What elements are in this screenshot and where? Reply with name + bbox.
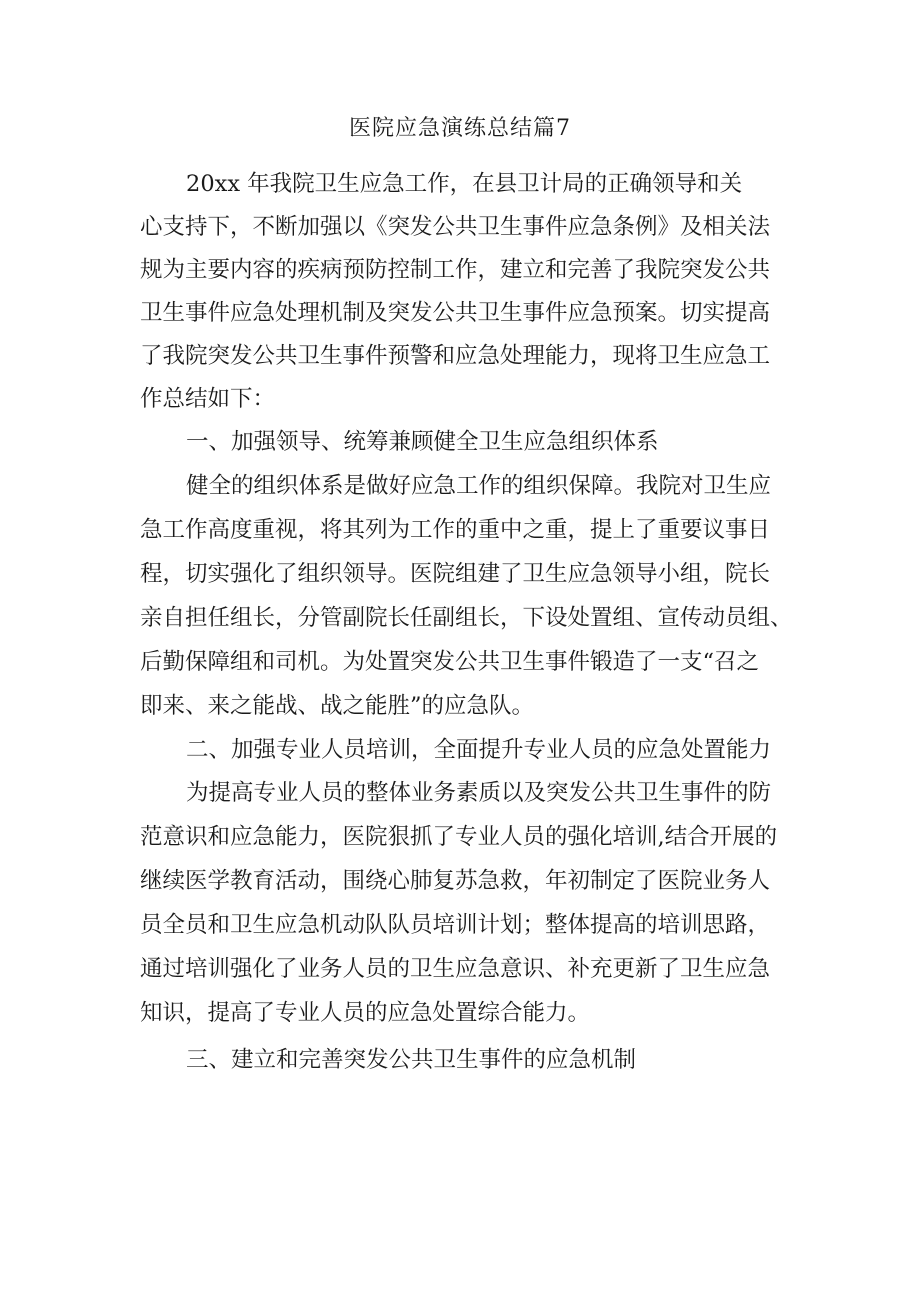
paragraph-2-line-4: 亲自担任组长，分管副院长任副组长，下设处置组、宣传动员组、 bbox=[140, 605, 793, 631]
paragraph-1-line-2: 心支持下，不断加强以《突发公共卫生事件应急条例》及相关法 bbox=[140, 214, 771, 240]
paragraph-3-line-5: 通过培训强化了业务人员的卫生应急意识、补充更新了卫生应急 bbox=[140, 956, 771, 982]
paragraph-2-line-5: 后勤保障组和司机。为处置突发公共卫生事件锻造了一支“召之 bbox=[140, 649, 760, 675]
paragraph-2-line-6: 即来、来之能战、战之能胜”的应急队。 bbox=[140, 693, 535, 719]
paragraph-3-line-3: 继续医学教育活动，围绕心肺复苏急救，年初制定了医院业务人 bbox=[140, 868, 771, 894]
paragraph-1-line-6: 作总结如下： bbox=[140, 386, 276, 412]
paragraph-3-line-6: 知识，提高了专业人员的应急处置综合能力。 bbox=[140, 1000, 591, 1026]
paragraph-2-line-2: 急工作高度重视，将其列为工作的重中之重，提上了重要议事日 bbox=[140, 517, 771, 543]
paragraph-1-line-4: 卫生事件应急处理机制及突发公共卫生事件应急预案。切实提高 bbox=[140, 300, 771, 326]
paragraph-2-line-1: 健全的组织体系是做好应急工作的组织保障。我院对卫生应 bbox=[186, 473, 772, 499]
paragraph-1-line-5: 了我院突发公共卫生事件预警和应急处理能力，现将卫生应急工 bbox=[140, 343, 771, 369]
paragraph-3-line-4: 员全员和卫生应急机动队队员培训计划；整体提高的培训思路， bbox=[140, 912, 771, 938]
section-heading-1: 一、加强领导、统筹兼顾健全卫生应急组织体系 bbox=[186, 429, 659, 455]
section-heading-2: 二、加强专业人员培训，全面提升专业人员的应急处置能力 bbox=[186, 737, 772, 763]
paragraph-3-line-2: 范意识和应急能力，医院狠抓了专业人员的强化培训,结合开展的 bbox=[140, 824, 778, 850]
section-heading-3: 三、建立和完善突发公共卫生事件的应急机制 bbox=[186, 1047, 637, 1073]
document-title: 医院应急演练总结篇7 bbox=[349, 116, 571, 141]
paragraph-1-line-1: 20xx 年我院卫生应急工作，在县卫计局的正确领导和关 bbox=[186, 171, 743, 197]
paragraph-2-line-3: 程，切实强化了组织领导。医院组建了卫生应急领导小组，院长 bbox=[140, 561, 771, 587]
paragraph-3-line-1: 为提高专业人员的整体业务素质以及突发公共卫生事件的防 bbox=[186, 780, 772, 806]
paragraph-1-line-3: 规为主要内容的疾病预防控制工作，建立和完善了我院突发公共 bbox=[140, 257, 771, 283]
